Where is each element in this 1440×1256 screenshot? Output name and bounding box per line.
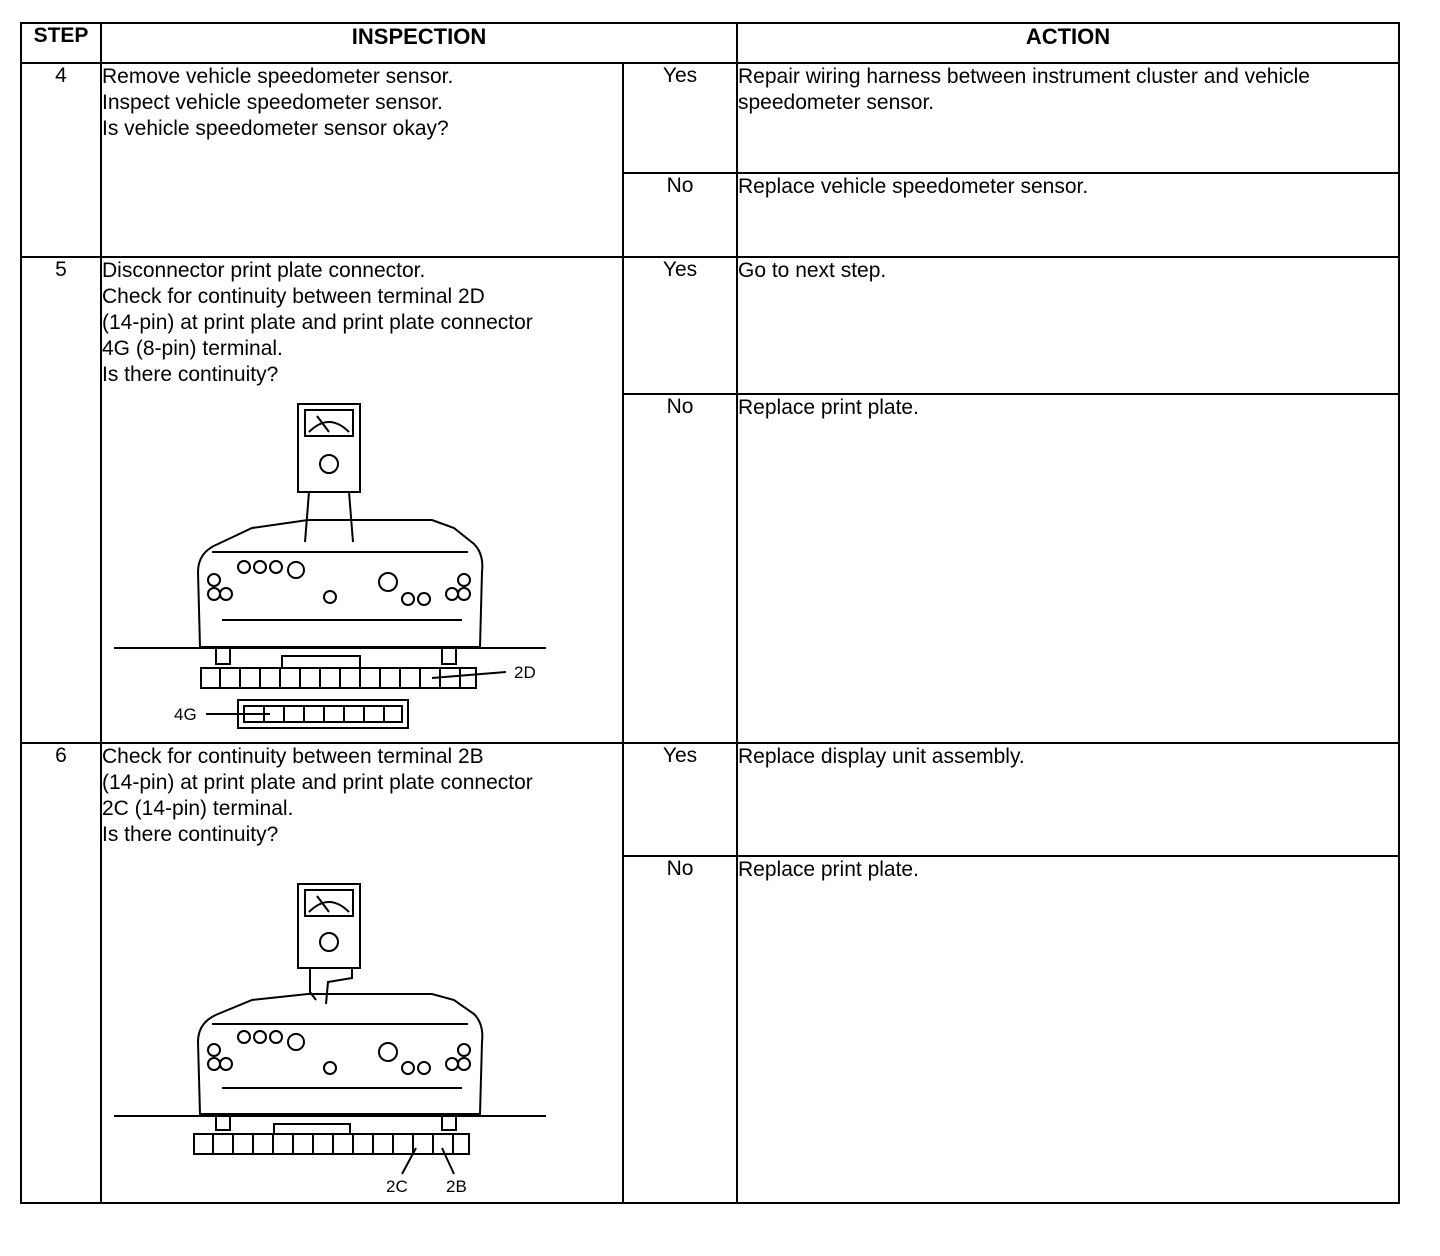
yes-action: Replace display unit assembly. bbox=[737, 743, 1399, 856]
terminal-label: 4G bbox=[174, 705, 197, 724]
yes-label: Yes bbox=[623, 63, 737, 173]
inspection-line: Remove vehicle speedometer sensor. bbox=[102, 65, 454, 88]
instrument-cluster-icon bbox=[198, 520, 482, 647]
step-6-inspection bbox=[101, 743, 623, 1203]
inspection-line: Is vehicle speedometer sensor okay? bbox=[102, 117, 449, 140]
step-header: STEP bbox=[21, 23, 101, 63]
terminal-label: 2C bbox=[386, 1177, 408, 1196]
inspection-line: 2C (14-pin) terminal. bbox=[102, 797, 294, 820]
step-4-yes-row bbox=[21, 63, 1399, 173]
step-5-inspection bbox=[101, 257, 623, 743]
continuity-test-diagram bbox=[102, 882, 572, 1202]
ohmmeter-icon bbox=[298, 404, 360, 492]
yes-label: Yes bbox=[623, 743, 737, 856]
no-action: Replace print plate. bbox=[737, 394, 1399, 743]
terminal-label: 2B bbox=[446, 1177, 467, 1196]
inspection-line: (14-pin) at print plate and print plate connector bbox=[102, 311, 533, 334]
no-action: Replace print plate. bbox=[737, 856, 1399, 1203]
inspection-line: Is there continuity? bbox=[102, 363, 279, 386]
inspection-header: INSPECTION bbox=[101, 23, 737, 63]
no-label: No bbox=[623, 394, 737, 743]
step-number: 6 bbox=[21, 743, 101, 1203]
step-6-yes-row bbox=[21, 743, 1399, 856]
inspection-line: 4G (8-pin) terminal. bbox=[102, 337, 283, 360]
inspection-line: (14-pin) at print plate and print plate connector bbox=[102, 771, 533, 794]
step-5-yes-row bbox=[21, 257, 1399, 394]
inspection-line: Disconnector print plate connector. bbox=[102, 259, 426, 282]
ohmmeter-icon bbox=[298, 884, 360, 968]
header-row bbox=[21, 23, 1399, 63]
yes-action: Go to next step. bbox=[737, 257, 1399, 394]
step-number: 5 bbox=[21, 257, 101, 743]
step-number: 4 bbox=[21, 63, 101, 257]
inspection-line: Check for continuity between terminal 2D bbox=[102, 285, 485, 308]
yes-label: Yes bbox=[623, 257, 737, 394]
no-action: Replace vehicle speedometer sensor. bbox=[737, 173, 1399, 257]
step-4-inspection bbox=[101, 63, 623, 257]
inspection-line: Inspect vehicle speedometer sensor. bbox=[102, 91, 443, 114]
terminal-label: 2D bbox=[514, 663, 536, 682]
no-label: No bbox=[623, 173, 737, 257]
diagnostic-table bbox=[20, 22, 1400, 1204]
yes-action: Repair wiring harness between instrument cluster and vehicle speedometer sensor. bbox=[737, 63, 1399, 173]
action-header: ACTION bbox=[737, 23, 1399, 63]
instrument-cluster-icon bbox=[198, 994, 482, 1114]
continuity-test-diagram bbox=[102, 402, 572, 742]
inspection-line: Check for continuity between terminal 2B bbox=[102, 745, 484, 768]
no-label: No bbox=[623, 856, 737, 1203]
inspection-line: Is there continuity? bbox=[102, 823, 279, 846]
